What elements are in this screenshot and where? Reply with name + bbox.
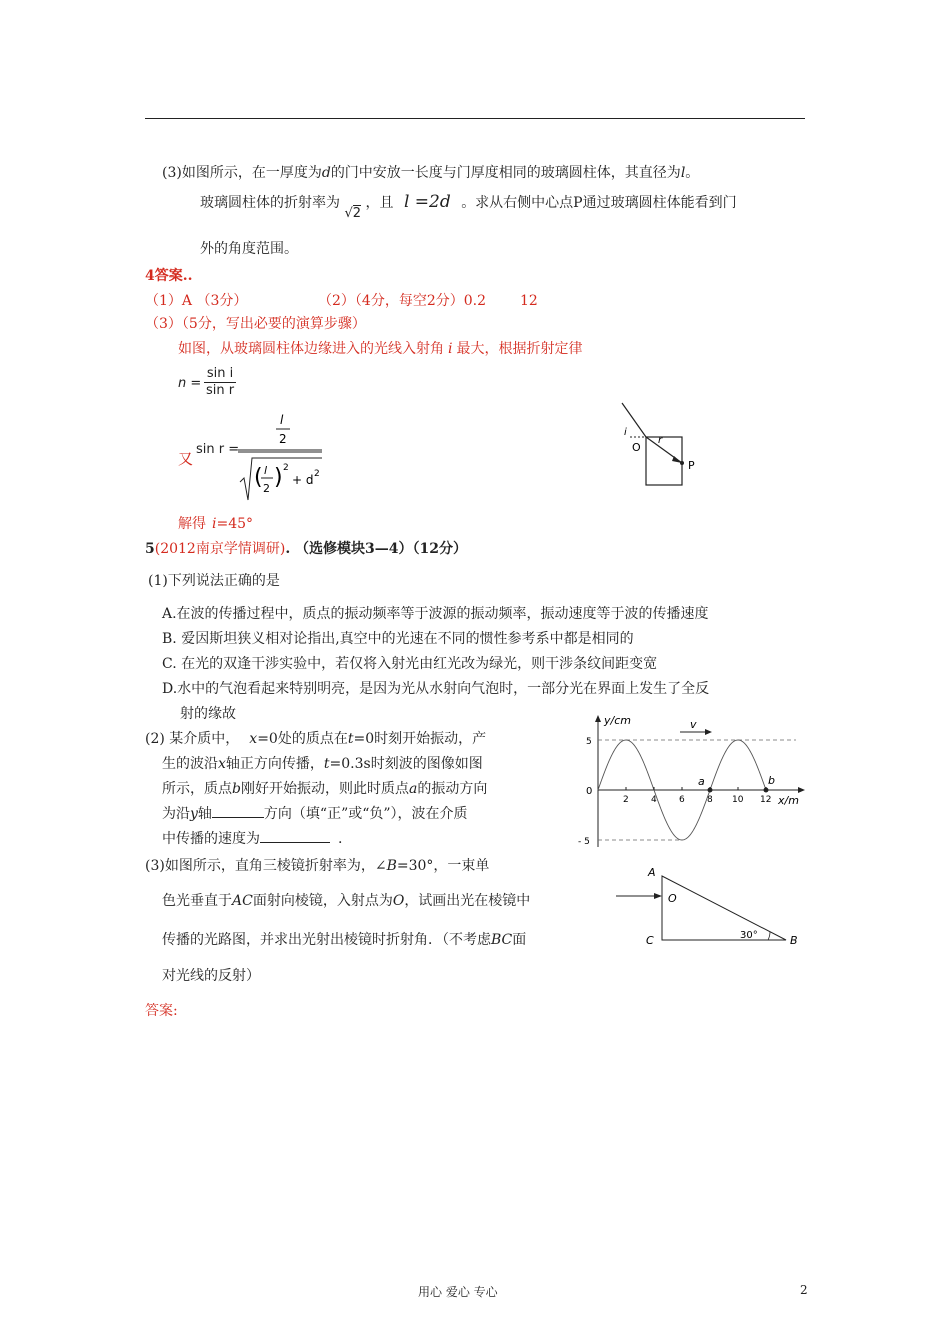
q5-p1: (1)下列说法正确的是 [148,573,280,589]
eq1-lhs: n = [178,376,202,391]
x-axis-arrow-icon [798,787,805,793]
angle-arc [768,932,770,940]
label-p: P [688,459,695,472]
sqrt-expression: √2 [344,206,362,221]
vertex-b: B [790,934,798,947]
q5-p3-line1: (3)如图所示，直角三棱镜折射率为，∠B=30°，一束单 [145,858,490,874]
x-tick-label-2: 2 [623,795,629,805]
x-tick-label-12: 12 [760,795,772,805]
answer4-explain: 如图，从玻璃圆柱体边缘进入的光线入射角 i 最大，根据折射定律 [178,341,583,357]
point-o: O [668,892,677,905]
header-rule [145,118,805,119]
q5-p3-line2: 色光垂直于AC面射向棱镜，入射点为O，试画出光在棱镜中 [162,893,531,909]
x-tick-label-6: 6 [679,795,685,805]
wave-chart [572,712,812,852]
answer4-part1: （1）A （3分） [145,293,248,309]
point-b [764,788,769,793]
prism-triangle [662,876,786,940]
q5-p3-line4: 对光线的反射） [162,968,260,984]
x-tick-label-8: 8 [707,795,713,805]
eq2-d-square: 2 [314,469,320,479]
vertex-c: C [646,934,654,947]
origin-label: 0 [586,786,593,797]
label-r: r [658,435,663,446]
y-axis-arrow-icon [595,715,601,722]
velocity-arrow-icon [705,729,712,735]
page-number: 2 [800,1283,808,1297]
angle-label: 30° [740,930,758,941]
q5-answer-label: 答案: [145,1003,178,1019]
eq2-num-2: 2 [279,432,287,446]
q3-line2: 玻璃圆柱体的折射率为 √2 ，且 l =2d 。求从右侧中心点P通过玻璃圆柱体能看到门 [200,192,737,221]
x-tick-label-4: 4 [651,795,657,805]
answer4-part2: （2）（4分，每空2分）0.2 12 [318,293,538,309]
velocity-label: v [690,718,697,731]
label-i: i [624,427,627,438]
eq1-denominator: sin r [205,383,235,398]
eq2-paren-close: ) [274,465,283,490]
q5-p2-line4: 为沿y轴 方向（填“正”或“负”），波在介质 [162,806,468,822]
eq2-den-2: 2 [263,482,270,495]
q5-p2-line1: (2) 某介质中， x=0处的质点在t=0时刻开始振动，产 [145,731,487,747]
point-a [708,788,713,793]
q3-line1: (3)如图所示，在一厚度为d的门中安放一长度与门厚度相同的玻璃圆柱体，其直径为l。 [162,165,700,181]
q3-line3: 外的角度范围。 [200,241,298,257]
q5-p2-line2: 生的波沿x轴正方向传播，t=0.3s时刻波的图像如图 [162,756,483,772]
q5-option-d1: D.水中的气泡看起来特别明亮，是因为光从水射向气泡时，一部分光在界面上发生了全反 [162,681,710,697]
point-b-label: b [768,774,775,787]
answer4-heading: 4答案.. [145,268,193,284]
eq2-den-l: l [264,464,268,477]
eq2-plus-d: + d [292,473,314,487]
eq2-fraction [238,410,328,502]
refraction-figure [610,395,710,495]
eq2-lhs: sin r = [196,442,240,457]
q5-p2-line3: 所示，质点b刚好开始振动，则此时质点a的振动方向 [162,781,488,797]
x-tick-label-10: 10 [732,795,744,805]
prism-figure [600,862,810,952]
q5-p2-line5: 中传播的速度为 . [162,831,343,847]
y-tick-label-0: 5 [586,737,592,747]
q5-option-a: A.在波的传播过程中，质点的振动频率等于波源的振动频率，振动速度等于波的传播速度 [162,606,709,622]
label-o: O [632,441,641,454]
answer4-result: 解得 i=45° [178,516,254,532]
eq2-square: 2 [283,463,289,473]
y-axis-label: y/cm [604,714,631,727]
eq1-fraction [204,366,236,398]
incident-arrow-icon [654,893,662,899]
eq1-numerator: sin i [206,366,234,381]
q5-option-c: C. 在光的双逢干涉实验中，若仅将入射光由红光改为绿光，则干涉条纹间距变宽 [162,656,658,672]
y-tick-label-2: - 5 [578,837,590,847]
eq2-you: 又 [178,450,194,468]
answer4-part3: （3）（5分，写出必要的演算步骤） [145,316,366,332]
footer-motto: 用心 爱心 专心 [418,1285,498,1299]
x-axis-label: x/m [778,794,799,807]
point-a-label: a [698,775,705,788]
q5-option-d2: 射的缘故 [180,706,236,722]
eq2-paren-open: ( [254,465,263,490]
eq2-num-l: l [280,413,284,427]
q5-option-b: B. 爱因斯坦狭义相对论指出,真空中的光速在不同的惯性参考系中都是相同的 [162,631,634,647]
q5-p3-line3: 传播的光路图，并求出光射出棱镜时折射角．（不考虑BC面 [162,932,527,948]
speed-blank[interactable] [260,830,330,843]
point-p [680,461,684,465]
vertex-a: A [648,866,656,879]
q5-heading: 5(2012南京学情调研). （选修模块3—4）（12分） [145,541,468,557]
direction-blank[interactable] [212,805,264,818]
